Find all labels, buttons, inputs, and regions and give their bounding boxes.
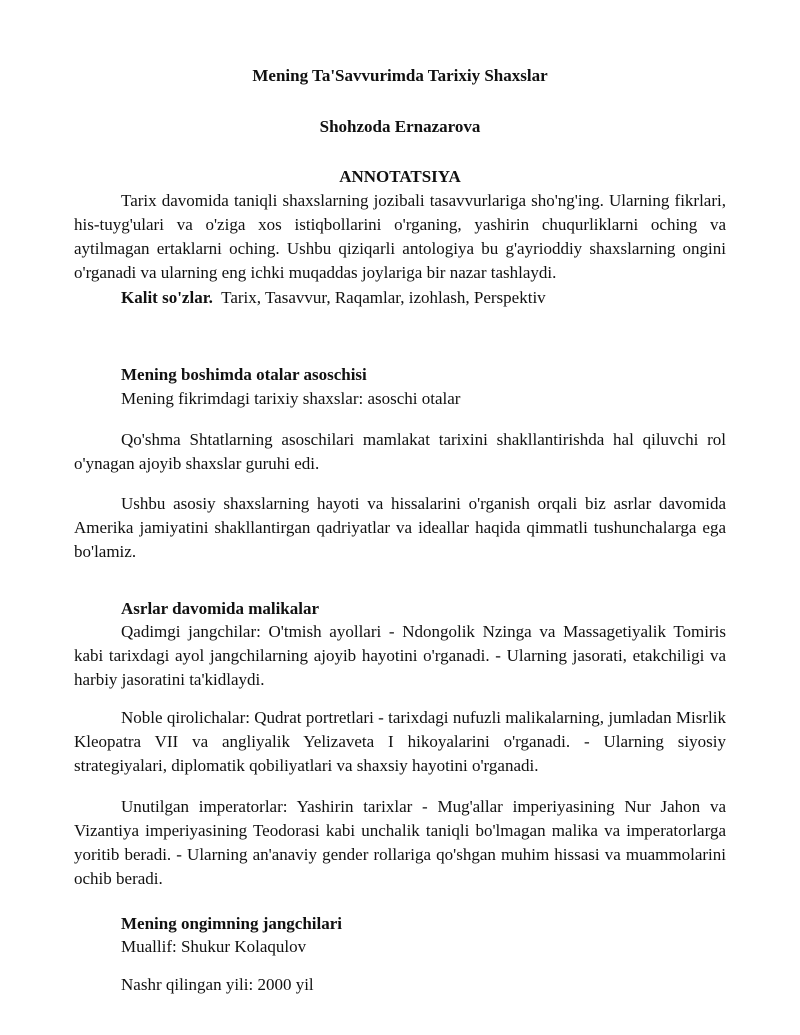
- section-heading-queens: Asrlar davomida malikalar: [121, 599, 320, 618]
- document-author: Shohzoda Ernazarova: [319, 117, 481, 136]
- abstract-heading: ANNOTATSIYA: [339, 167, 461, 186]
- paragraph-founders-intro: Qo'shma Shtatlarning asoschilari mamlakat tarixini shakllantirishda hal qiluvchi rol o'ynagan ajoyib shaxslar guruhi edi.: [74, 430, 726, 473]
- keywords-label: Kalit so'zlar.: [121, 288, 213, 307]
- abstract-text: Tarix davomida taniqli shaxslarning jozibali tasavvurlariga sho'ng'ing. Ularning fikrlari, his-tuyg'ulari va o'ziga xos istiqbollarini o'rganing, yashirin chuqurliklarni oching va aytilmagan ertaklarni oching. Ushbu qiziqarli antologiya bu g'ayrioddiy shaxslarning ongini o'rganadi va ularning eng ichki muqaddas joylariga bir nazar tashlaydi.: [74, 191, 726, 282]
- section-subtitle-founding-fathers: Mening fikrimdagi tarixiy shaxslar: asoschi otalar: [121, 389, 461, 408]
- section-heading-founding-fathers: Mening boshimda otalar asoschisi: [121, 365, 367, 384]
- paragraph-ancient-warriors: Qadimgi jangchilar: O'tmish ayollari - Ndongolik Nzinga va Massagetiyalik Tomiris kabi tarixdagi ayol jangchilarning ajoyib hayotini o'rganadi. - Ularning jasorati, etakchiligi va harbiy jasoratini ta'kidlaydi.: [74, 622, 726, 689]
- paragraph-forgotten-empresses: Unutilgan imperatorlar: Yashirin tarixlar - Mug'allar imperiyasining Nur Jahon va Vizantiya imperiyasining Teodorasi kabi unchalik taniqli bo'lmagan malika va imperatorlarga yoritib beradi. - Ularning an'anaviy gender rollariga qo'shgan muhim hissasi va muammolarini ochib beradi.: [74, 797, 726, 888]
- book-author-line: Muallif: Shukur Kolaqulov: [121, 937, 307, 956]
- keywords-line: [121, 286, 546, 310]
- paragraph-noble-queens: Noble qirolichalar: Qudrat portretlari - tarixdagi nufuzli malikalarning, jumladan Misrlik Kleopatra VII va angliyalik Yelizaveta I hikoyalarini o'rganadi. - Ularning siyosiy strategiyalari, diplomatik qobiliyatlari va shaxsiy hayotini o'rganadi.: [74, 708, 726, 775]
- paragraph-founders-study: Ushbu asosiy shaxslarning hayoti va hissalarini o'rganish orqali biz asrlar davomida Amerika jamiyatini shakllantirgan qadriyatlar va ideallar haqida qimmatli tushunchalarga ega bo'lamiz.: [74, 494, 726, 561]
- document-title: Mening Ta'Savvurimda Tarixiy Shaxslar: [252, 66, 548, 85]
- keywords-text: Tarix, Tasavvur, Raqamlar, izohlash, Perspektiv: [221, 288, 546, 307]
- book-year-line: Nashr qilingan yili: 2000 yil: [121, 975, 314, 994]
- section-heading-warriors-of-mind: Mening ongimning jangchilari: [121, 914, 343, 933]
